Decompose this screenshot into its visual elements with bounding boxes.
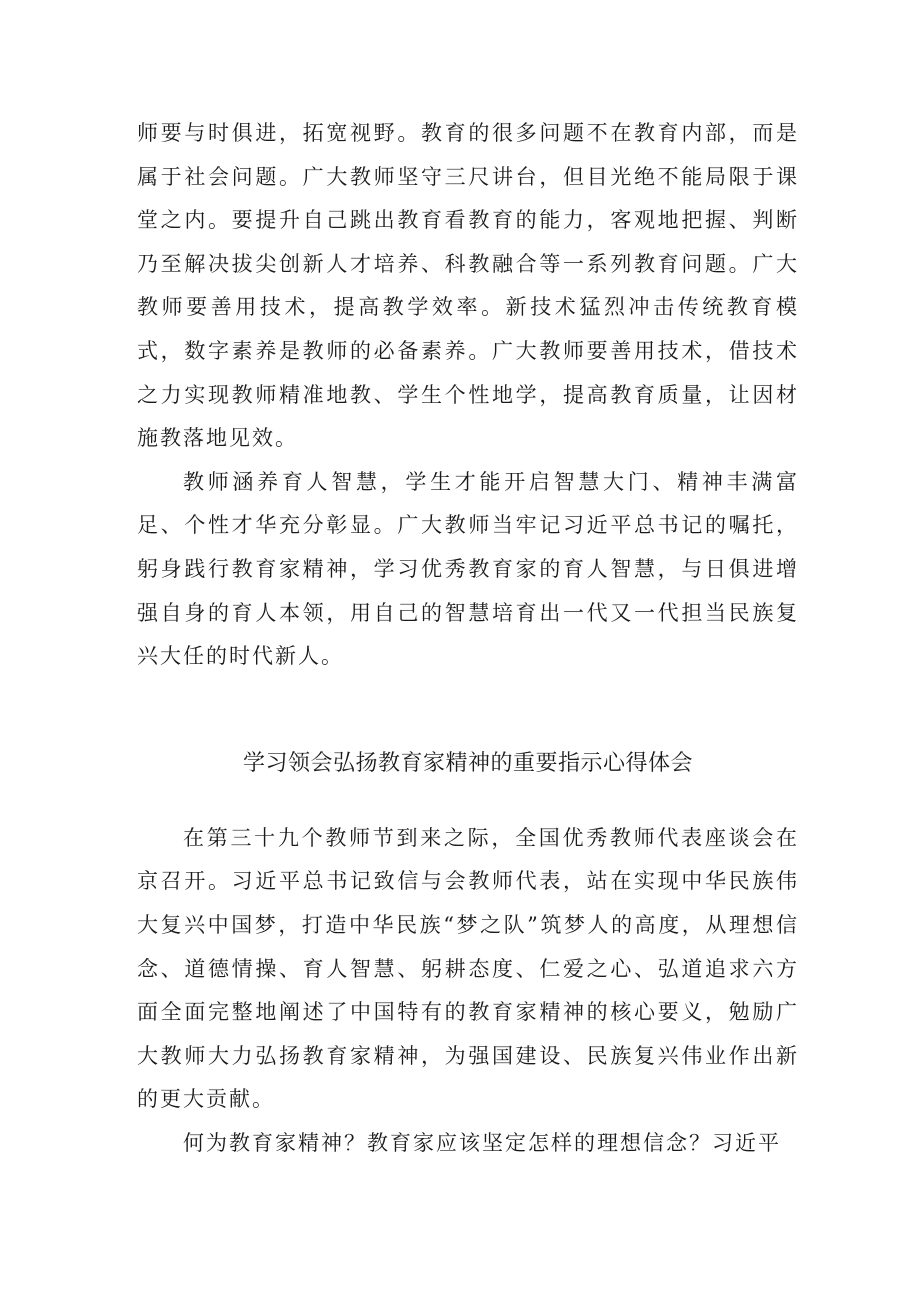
paragraph: 在第三十九个教师节到来之际，全国优秀教师代表座谈会在京召开。习近平总书记致信与会教师代表，站在实现中华民族伟大复兴中国梦，打造中华民族“梦之队”筑梦人的高度，从理想信念、道德情操、育人智慧、躬耕态度、仁爱之心、弘道追求六方面全面完整地阐述了中国特有的教育家精神的核心要义，勉励广大教师大力弘扬教育家精神，为强国建设、民族复兴伟业作出新的更大贡献。 bbox=[137, 825, 799, 1112]
section-title: 学习领会弘扬教育家精神的重要指示心得体会 bbox=[242, 750, 693, 776]
paragraph-continued: 师要与时俱进，拓宽视野。教育的很多问题不在教育内部，而是属于社会问题。广大教师坚守三尺讲台，但目光绝不能局限于课堂之内。要提升自己跳出教育看教育的能力，客观地把握、判断乃至解决拔尖创新人才培养、科教融合等一系列教育问题。广大教师要善用技术，提高教学效率。新技术猛烈冲击传统教育模式，数字素养是教师的必备素养。广大教师要善用技术，借技术之力实现教师精准地教、学生个性地学，提高教育质量，让因材施教落地见效。 bbox=[137, 121, 799, 451]
paragraph: 何为教育家精神？教育家应该坚定怎样的理想信念？习近平 bbox=[183, 1130, 781, 1155]
spacer bbox=[137, 679, 799, 749]
paragraph: 教师涵养育人智慧，学生才能开启智慧大门、精神丰满富足、个性才华充分彰显。广大教师当牢记习近平总书记的嘱托，躬身践行教育家精神，学习优秀教育家的育人智慧，与日俱进增强自身的育人本领，用自己的智慧培育出一代又一代担当民族复兴大任的时代新人。 bbox=[137, 469, 799, 669]
spacer bbox=[137, 779, 799, 817]
document-body bbox=[137, 112, 799, 1165]
